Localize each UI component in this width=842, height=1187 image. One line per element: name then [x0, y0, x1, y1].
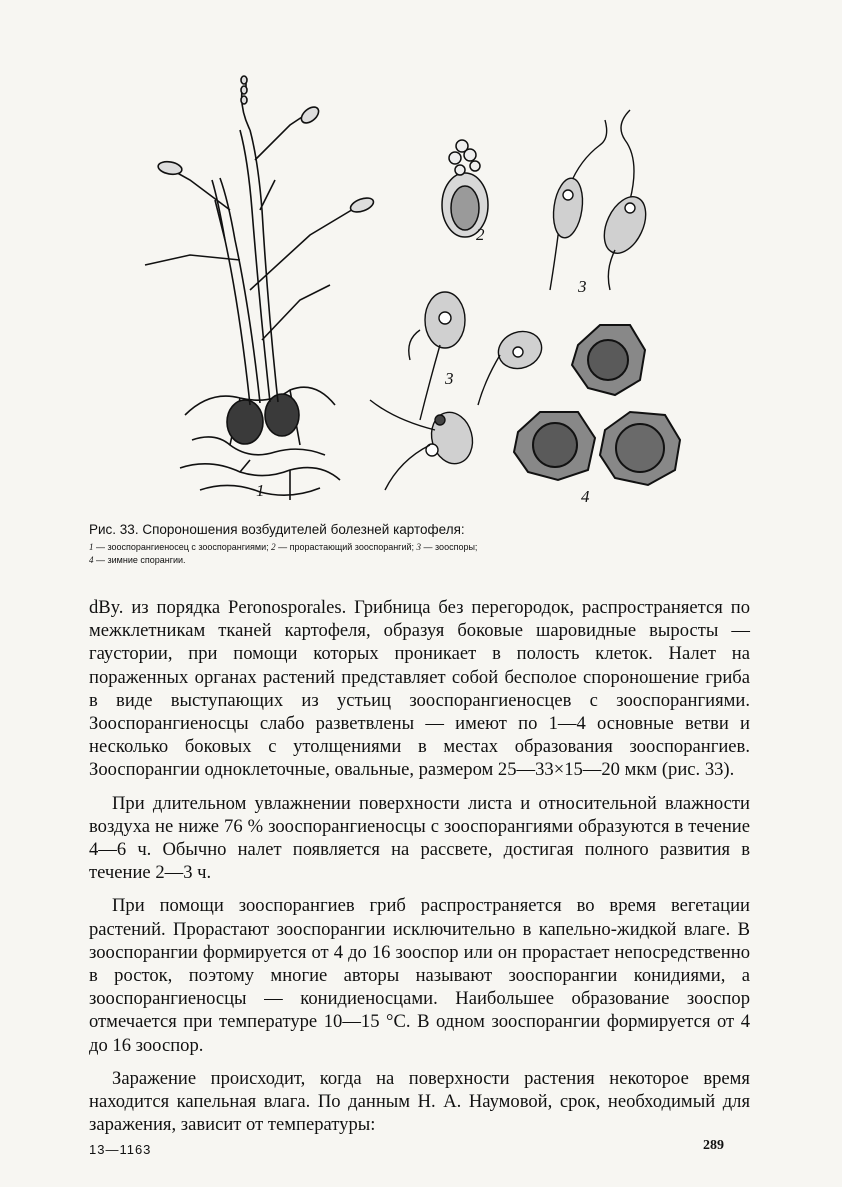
- paragraph-2: При длительном увлажнении поверхности листа и относительной влажности воздуха не ниже 76 % зооспорангиеносцы с зооспорангиями образуются в течение 4—6 ч. Обычно налет появляется на рассвете, достигая полного развития в течение 2—3 ч.: [89, 792, 750, 884]
- figure-label-4: 4: [581, 487, 590, 506]
- legend-item: 4 — зимние спорангии.: [89, 555, 186, 565]
- legend-item: 3 — зооспоры;: [416, 542, 478, 552]
- figure-label-3-top: 3: [578, 277, 587, 296]
- figure-caption: [89, 521, 749, 567]
- sporangiophore-drawing: [145, 76, 375, 500]
- body-text: [89, 596, 750, 1146]
- paragraph-4: Заражение происходит, когда на поверхности растения некоторое время находится капельная влага. По данным Н. А. Наумовой, срок, необходимый для заражения, зависит от температуры:: [89, 1067, 750, 1136]
- figure-label-1: 1: [256, 481, 265, 500]
- figure-illustration: [100, 60, 740, 520]
- printer-signature: 13—1163: [89, 1142, 152, 1157]
- figure-drawing: [100, 60, 740, 520]
- legend-item: 1 — зооспорангиеносец с зооспорангиями;: [89, 542, 272, 552]
- caption-title: Рис. 33. Спороношения возбудителей болезней картофеля:: [89, 522, 465, 537]
- paragraph-1: dBy. из порядка Peronosporales. Грибница без перегородок, распространяется по межклетникам тканей картофеля, образуя боковые шаровидные выросты — гаустории, при помощи которых проникает в полость клеток. Налет на пораженных органах растений представляет собой бесполое спороношение гриба в виде выступающих из устьиц зооспорангиеносцев с зооспорангиями. Зооспорангиеносцы слабо разветвлены — имеют по 1—4 основные ветви и несколько боковых с утолщениями в местах образования зооспорангиев. Зооспорангии одноклеточные, овальные, размером 25—33×15—20 мкм (рис. 33).: [89, 597, 750, 781]
- germinating-sporangium-drawing: [442, 140, 488, 237]
- legend-item: 2 — прорастающий зооспорангий;: [271, 542, 417, 552]
- figure-label-2: 2: [476, 225, 485, 244]
- page-number: 289: [703, 1138, 724, 1153]
- paragraph-3: При помощи зооспорангиев гриб распространяется во время вегетации растений. Прорастают зооспорангии исключительно в капельно-жидкой влаге. В зооспорангии формируется от 4 до 16 зооспор или он прорастает непосредственно в росток, поэтому многие авторы называют зооспорангии конидиями, а зооспорангиеносцы — конидиеносцами. Наибольшее образование зооспор отмечается при температуре 10—15 °С. В одном зооспорангии формируется от 4 до 16 зооспор.: [89, 895, 750, 1056]
- zoospores-drawing-top: [550, 110, 654, 290]
- caption-legend: [89, 541, 749, 567]
- figure-label-3-middle: 3: [445, 369, 454, 388]
